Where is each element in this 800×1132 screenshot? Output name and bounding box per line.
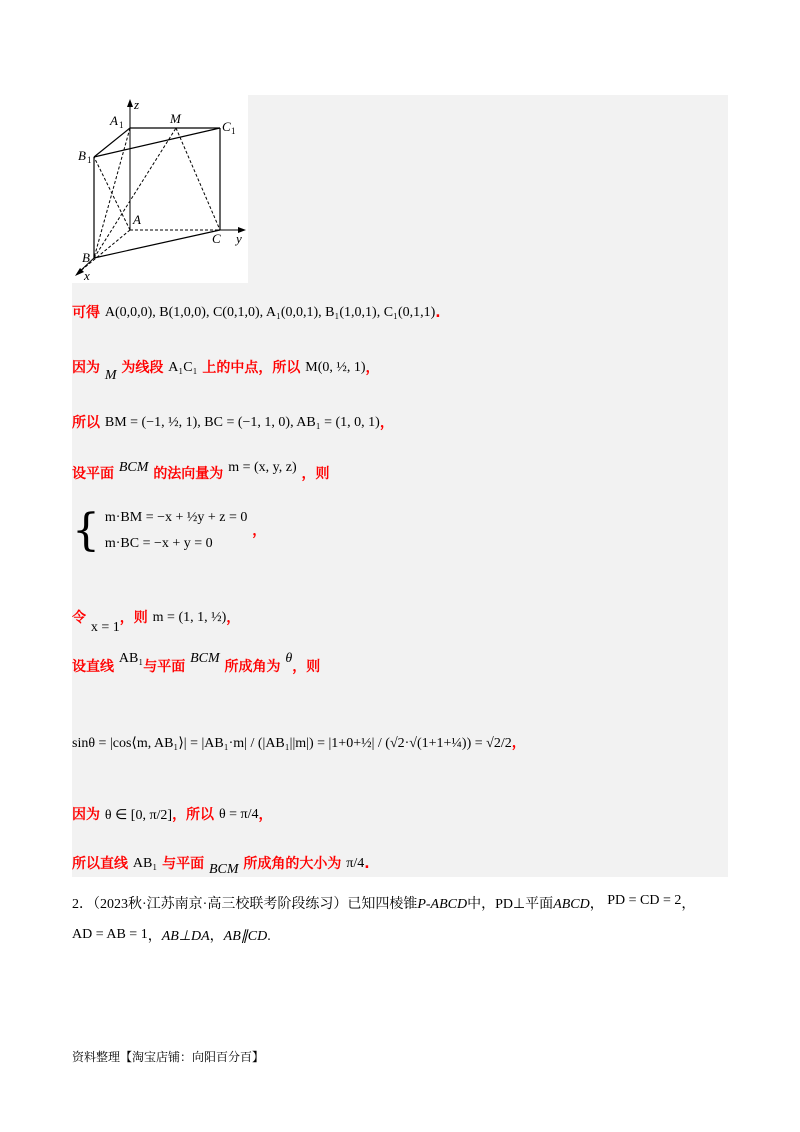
angle-mid: 与平面 xyxy=(143,659,186,675)
normal-prefix: 设平面 xyxy=(72,466,114,482)
label-B1-sub: 1 xyxy=(87,155,92,165)
footer-source: 资料整理【淘宝店铺：向阳百分百】 xyxy=(72,1050,265,1064)
system-row-2: m·BC = −x + y = 0 xyxy=(104,536,213,551)
label-C: C xyxy=(212,231,221,246)
conclusion-line: AB₁ xyxy=(132,856,158,871)
coords-math: A(0,0,0), B(1,0,0), C(0,1,0), A₁(0,0,1), B₁(1,0,1), C₁(0,1,1) xyxy=(104,305,436,320)
let-end: ， xyxy=(226,610,241,626)
midpoint-M: M xyxy=(104,368,117,383)
line-midpoint xyxy=(72,357,380,383)
angle-theta: θ xyxy=(285,651,293,666)
vectors-end: ， xyxy=(379,415,394,431)
conclusion-value: π/4 xyxy=(346,856,365,871)
label-x: x xyxy=(84,268,90,283)
midpoint-value: M(0, ½, 1) xyxy=(305,360,366,375)
midpoint-end: ， xyxy=(365,360,380,376)
problem-equation-1: PD = CD = 2 xyxy=(607,892,682,908)
label-z: z xyxy=(134,97,140,112)
problem-equation-2: AD = AB = 1 xyxy=(72,926,148,942)
line-normal xyxy=(72,460,330,483)
range-value: θ ∈ [0, π/2] xyxy=(104,807,173,823)
problem-parallel: AB∥CD xyxy=(223,929,268,944)
normal-plane: BCM xyxy=(118,460,149,475)
problem-mid: 中， xyxy=(467,897,496,912)
label-B: B xyxy=(82,250,90,265)
range-end: ， xyxy=(258,807,273,823)
coords-end: . xyxy=(435,305,441,321)
sin-formula: sinθ = |cos⟨m, AB₁⟩| = |AB₁·m| / (|AB₁||m|) = |1+0+½| / (√2·√(1+1+¼)) = √2/2 xyxy=(72,735,512,751)
problem-pyramid: P-ABCD xyxy=(417,897,468,912)
label-A: A xyxy=(133,212,141,227)
midpoint-segment: A₁C₁ xyxy=(168,360,198,375)
equation-system: { m·BM = −x + ½y + z = 0 m·BC = −x + y = 0 xyxy=(72,505,248,556)
conclusion-plane: BCM xyxy=(208,862,239,877)
line-system xyxy=(72,505,266,557)
line-sin xyxy=(72,732,526,752)
conclusion-after: 所成角的大小为 xyxy=(243,856,342,872)
problem-line-2 xyxy=(72,925,271,945)
line-conclusion xyxy=(72,853,370,877)
line-vectors xyxy=(72,412,394,432)
problem-perpendicular: AB⊥DA xyxy=(161,929,210,944)
normal-end: ，则 xyxy=(301,466,330,482)
problem-plane: ABCD xyxy=(553,897,590,912)
conclusion-end: . xyxy=(364,856,370,872)
sin-end: ， xyxy=(511,735,526,751)
normal-mid: 的法向量为 xyxy=(153,466,224,482)
problem-sep-2: ， xyxy=(209,929,224,944)
problem-sep: ， xyxy=(589,897,604,912)
let-value: x = 1 xyxy=(90,620,120,635)
z-axis-arrow xyxy=(127,99,133,107)
angle-line: AB₁ xyxy=(118,651,144,666)
range-prefix: 因为 xyxy=(72,807,100,823)
problem-line1-end: ， xyxy=(681,897,696,912)
midpoint-mid: 为线段 xyxy=(121,360,164,376)
let-prefix: 令 xyxy=(72,610,86,626)
label-y: y xyxy=(236,231,242,246)
label-M: M xyxy=(170,111,181,126)
problem-sep-1: ， xyxy=(147,929,162,944)
segment-MC xyxy=(176,128,220,230)
label-C1: C xyxy=(222,119,231,134)
line-let xyxy=(72,607,241,635)
angle-end: ，则 xyxy=(292,659,321,675)
conclusion-mid: 与平面 xyxy=(162,856,205,872)
system-row-1: m·BM = −x + ½y + z = 0 xyxy=(104,510,248,525)
range-mid: ，所以 xyxy=(172,807,215,823)
problem-line-1 xyxy=(72,893,695,913)
label-A1: A xyxy=(110,113,118,128)
midpoint-after: 上的中点，所以 xyxy=(202,360,301,376)
range-result: θ = π/4 xyxy=(218,807,259,822)
conclusion-prefix: 所以直线 xyxy=(72,856,128,872)
problem-condition: PD⊥平面 xyxy=(495,897,554,912)
problem-line2-end: . xyxy=(267,929,271,944)
line-angle xyxy=(72,651,321,676)
prism-figure xyxy=(72,95,248,283)
label-B1: B xyxy=(78,148,86,163)
midpoint-prefix: 因为 xyxy=(72,360,100,376)
let-mid: ，则 xyxy=(119,610,148,626)
line-range xyxy=(72,804,273,824)
angle-after: 所成角为 xyxy=(224,659,281,675)
prism-diagram xyxy=(72,95,248,283)
vectors-prefix: 所以 xyxy=(72,415,100,431)
let-result: m = (1, 1, ½) xyxy=(152,610,227,625)
vectors-math: BM = (−1, ½, 1), BC = (−1, 1, 0), AB₁ = (1, 0, 1) xyxy=(104,415,380,430)
angle-prefix: 设直线 xyxy=(72,659,114,675)
label-A1-sub: 1 xyxy=(119,120,124,130)
system-end: ， xyxy=(252,523,267,539)
label-C1-sub: 1 xyxy=(231,126,236,136)
normal-vector: m = (x, y, z) xyxy=(228,460,297,475)
angle-plane: BCM xyxy=(190,651,220,666)
problem-intro: 2．（2023秋·江苏南京·高三校联考阶段练习）已知四棱锥 xyxy=(72,897,418,912)
line-coordinates xyxy=(72,302,441,322)
coords-prefix: 可得 xyxy=(72,305,100,321)
segment-A1B xyxy=(94,128,130,258)
